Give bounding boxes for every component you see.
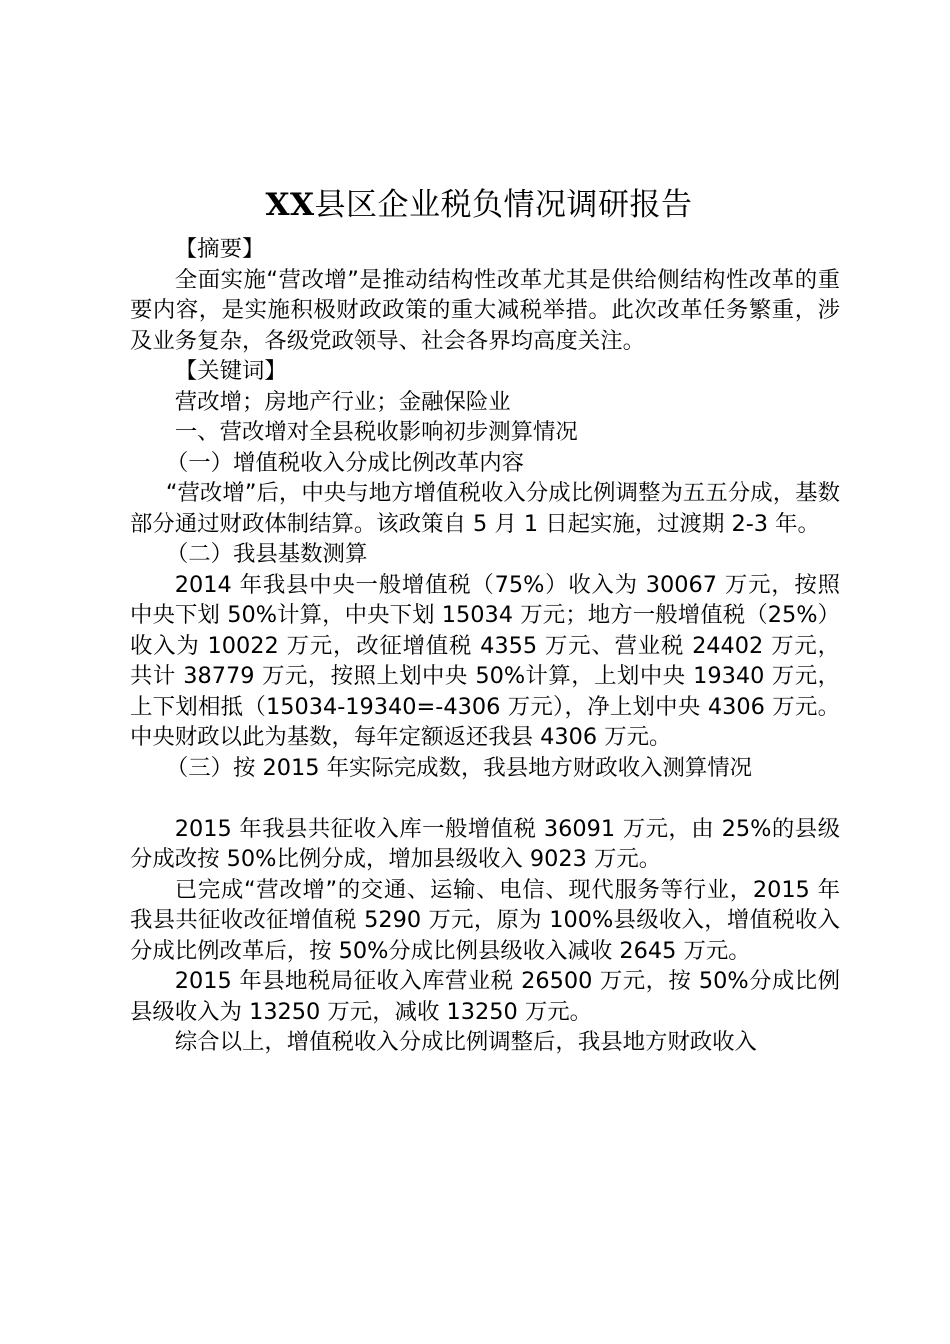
blank-line (130, 783, 840, 814)
body-paragraph: 2014 年我县中央一般增值税（75%）收入为 30067 万元，按照中央下划 50%计算，中央下划 15034 万元；地方一般增值税（25%）收入为 10022 万元，改征增值税 4355 万元、营业税 24402 万元，共计 38779 万元，按照上划中央 50%计算，上划中央 19340 万元，上下划相抵（15034-19340=-4306 万元），净上划中央 4306 万元。中央财政以此为基数，每年定额返还我县 4306 万元。 (130, 571, 840, 750)
subsection-heading-2: （二）我县基数测算 (165, 541, 368, 567)
document-body (130, 234, 840, 1058)
body-paragraph: “营改增”后，中央与地方增值税收入分成比例调整为五五分成，基数部分通过财政体制结算。该政策自 5 月 1 日起实施，过渡期 2-3 年。 (130, 480, 840, 537)
body-paragraph: 2015 年县地税局征收入库营业税 26500 万元，按 50%分成比例县级收入为 13250 万元，减收 13250 万元。 (130, 968, 840, 1025)
keywords-list: 营改增；房地产行业；金融保险业 (174, 388, 511, 415)
document-title-prefix: XX (265, 187, 315, 223)
body-paragraph: 综合以上，增值税收入分成比例调整后，我县地方财政收入 (174, 1029, 757, 1055)
subsection-heading-1: （一）增值税收入分成比例改革内容 (165, 449, 525, 476)
body-paragraph: 2015 年我县共征收入库一般增值税 36091 万元，由 25%的县级分成改按 50%比例分成，增加县级收入 9023 万元。 (130, 815, 840, 872)
abstract-heading: 【摘要】 (174, 236, 265, 262)
abstract-paragraph: 全面实施“营改增”是推动结构性改革尤其是供给侧结构性改革的重要内容，是实施积极财政政策的重大减税举措。此次改革任务繁重，涉及业务复杂，各级党政领导、社会各界均高度关注。 (130, 266, 840, 354)
body-paragraph: 已完成“营改增”的交通、运输、电信、现代服务等行业，2015 年我县共征收改征增值税 5290 万元，原为 100%县级收入，增值税收入分成比例改革后，按 50%分成比例县级收入减收 2645 万元。 (130, 876, 840, 964)
subsection-heading-3: （三）按 2015 年实际完成数，我县地方财政收入测算情况 (165, 754, 753, 781)
section-heading-1: 一、营改增对全县税收影响初步测算情况 (174, 419, 578, 445)
document-title (0, 183, 950, 227)
document-title-text: 县区企业税负情况调研报告 (314, 187, 693, 223)
keywords-heading: 【关键词】 (174, 358, 287, 384)
